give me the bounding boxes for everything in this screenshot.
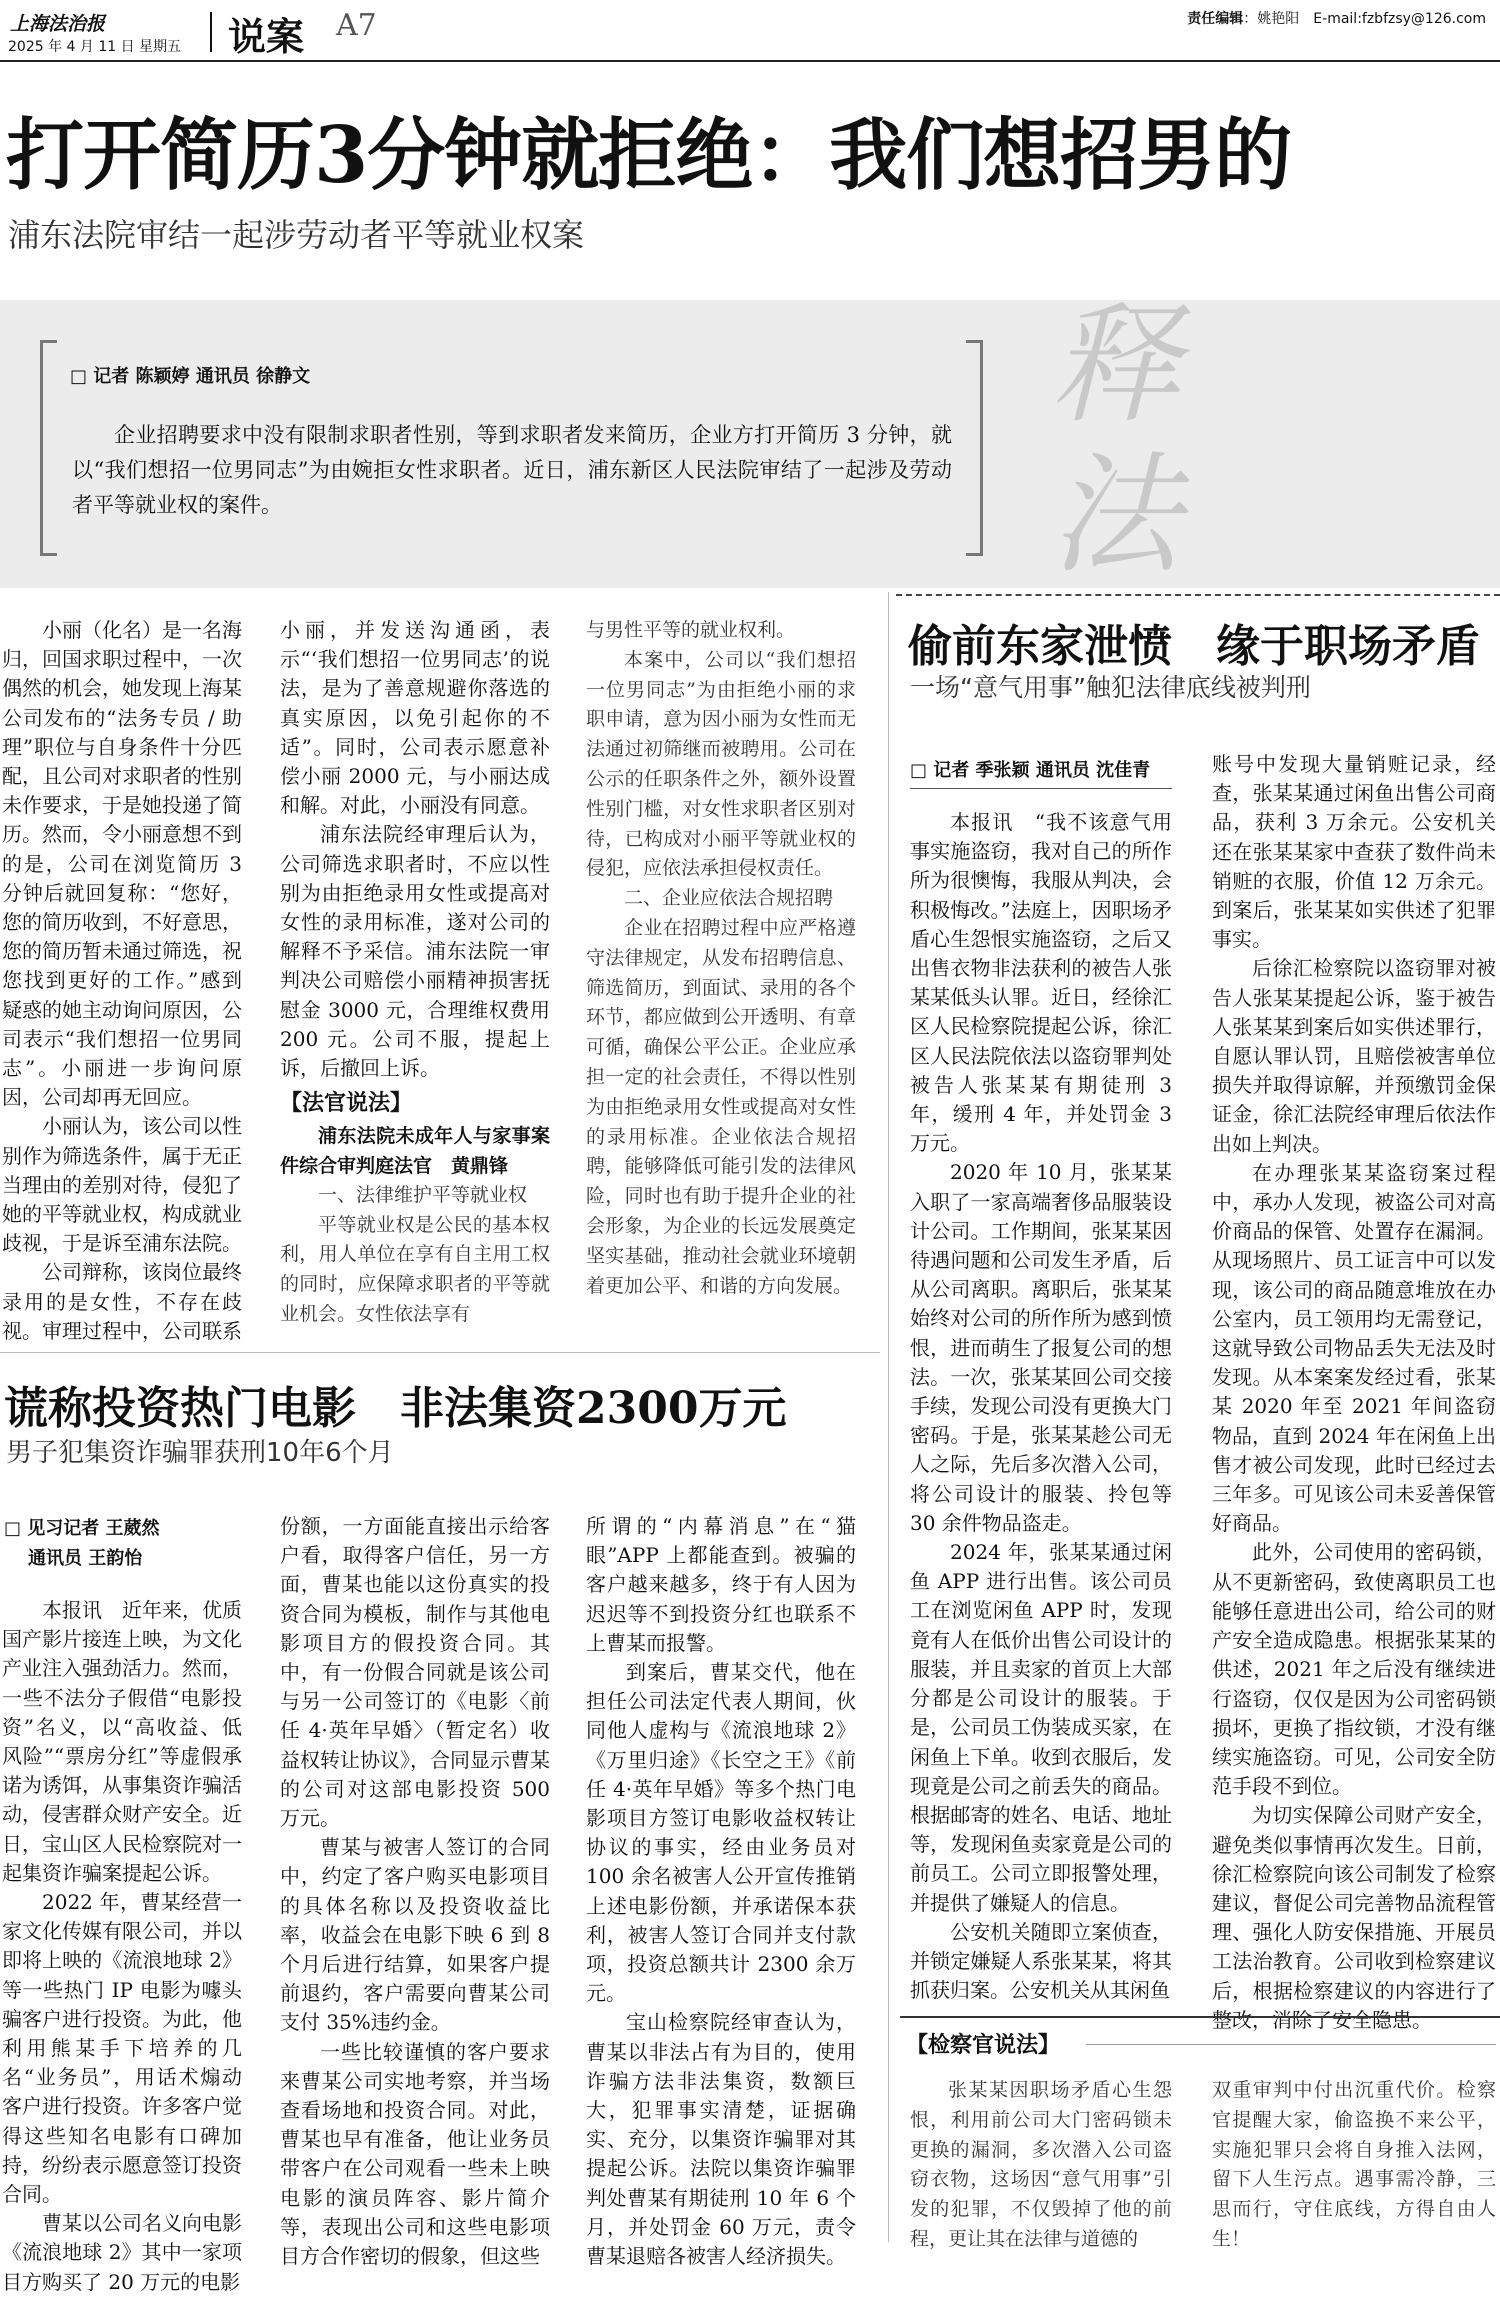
issue-date: 2025 年 4 月 11 日 星期五 [8,39,182,55]
summary-bracket-left [40,340,57,556]
paragraph: 账号中发现大量销赃记录，经查，张某某通过闲鱼出售公司商品，获利 3 万余元。公安机关还在张某某家中查获了数件尚未销赃的衣服，价值 12 万余元。到案后，张某某如实供述了犯罪事实。 [1212,752,1496,952]
paragraph: 一些比较谨慎的客户要求来曹某公司实地考察，并当场查看场地和投资合同。对此，曹某也早有准备，他让业务员带客户在公司观看一些未上映电影的演员阵容、影片简介等，表现出公司和这些电影项目方合作密切的假象，但这些 [280,2039,550,2269]
paragraph: 此外，公司使用的密码锁，从不更新密码，致使离职员工也能够任意进出公司，给公司的财产安全造成隐患。根据张某某的供述，2021 年之后没有继续进行盗窃，仅仅是因为公司密码锁损坏，更换了指纹锁，才没有继续实施盗窃。可见，公司安全防范手段不到位。 [1212,1540,1496,1799]
paragraph: 曹某以公司名义向电影《流浪地球 2》其中一家项目方购买了 20 万元的电影 [2,2211,242,2294]
article2-column-1 [910,808,1172,2003]
article3-column-3 [586,1512,856,2269]
page-number: A7 [336,8,377,43]
article3-column-1 [2,1596,242,2294]
byline-box-icon: □ [4,1518,28,1539]
editor-label: 责任编辑 [1187,11,1244,27]
article3-top-rule [0,1352,880,1353]
paragraph: 浦东法院经审理后认为，公司筛选求职者时，不应以性别为由拒绝录用女性或提高对女性的录用标准，遂对公司的解释不予采信。浦东法院一审判决公司赔偿小丽精神损害抚慰金 3000 元，合理维权费用 200 元。公司不服，提起上诉，后撤回上诉。 [280,822,550,1081]
paragraph: 本报讯 “我不该意气用事实施盗窃，我对自己的所作所为很懊悔，我服从判决，会积极悔改。”法庭上，因职场矛盾心生怨恨实施盗窃，之后又出售衣物非法获利的被告人张某某低头认罪。近日，经徐汇区人民检察院提起公诉，徐汇区人民法院依法以盗窃罪判处被告人张某某有期徒刑 3 年，缓刑 4 年，并处罚金 3 万元。 [910,810,1172,1156]
paragraph: 曹某与被害人签订的合同中，约定了客户购买电影项目的具体名称以及投资收益比率，收益会在电影下映 6 到 8 个月后进行结算，如果客户提前退约，客户需要向曹某公司支付 35%违约金。 [280,1835,550,2035]
article2-divider [888,592,889,2242]
article2-top-rule [896,594,1500,596]
prosecutor-column-1: 张某某因职场矛盾心生怨恨，利用前公司大门密码锁未更换的漏洞，多次潜入公司盗窃衣物，这场因“意气用事”引发的犯罪，不仅毁掉了他的前程，更让其在法律与道德的 [910,2079,1172,2250]
masthead-divider [210,12,212,52]
article2-subhead: 一场“意气用事”触犯法律底线被判刑 [910,673,1311,702]
summary-bracket-right [966,340,983,556]
article1-byline [70,362,310,388]
article2-column-2 [1212,750,1496,2032]
prosecutor-heading-rule [1086,2044,1496,2045]
masthead-rule [0,60,1500,62]
article2-byline [910,756,1150,782]
byline-text: 记者 季张颖 通讯员 沈佳青 [933,760,1151,781]
paragraph: 二、企业应依法合规招聘 [624,887,834,910]
article1-column-3 [586,616,856,1316]
judge-heading: 【法官说法】 [280,1090,413,1117]
paragraph: 后徐汇检察院以盗窃罪对被告人张某某提起公诉，鉴于被告人张某某到案后如实供述罪行，自愿认罪认罚，且赔偿被害单位损失并取得谅解，并预缴罚金保证金，徐汇法院经审理后依法作出如上判决。 [1212,956,1496,1156]
byline-box-icon: □ [910,760,934,781]
paragraph: 平等就业权是公民的基本权利，用人单位在享有自主用工权的同时，应保障求职者的平等就业机会。女性依法享有 [280,1213,550,1326]
paragraph: 公安机关随即立案侦查，并锁定嫌疑人系张某某，将其抓获归案。公安机关从其闲鱼 [910,1919,1172,2003]
prosecutor-column-2: 双重审判中付出沉重代价。检察官提醒大家，偷盗换不来公平，实施犯罪只会将自身推入法网，留下人生污点。遇事需冷静，三思而行，守住底线，方得自由人生！ [1212,2079,1496,2250]
prosecutor-heading: 【检察官说法】 [906,2032,1061,2058]
article3-headline: 谎称投资热门电影 非法集资2300万元 [4,1383,787,1434]
paragraph: 2024 年，张某某通过闲鱼 APP 进行出售。该公司员工在浏览闲鱼 APP 时，发现竟有人在低价出售公司设计的服装，并且卖家的首页上大部分都是公司设计的服装。于是，公司员工伪装成买家，在闲鱼上下单。收到衣服后，发现竟是公司之前丢失的商品。根据邮寄的姓名、电话、地址等，发现闲鱼卖家竟是公司的前员工。公司立即报警处理，并提供了嫌疑人的信息。 [910,1540,1172,1915]
article1-summary: 企业招聘要求中没有限制求职者性别，等到求职者发来简历，企业方打开简历 3 分钟，就以“我们想招一位男同志”为由婉拒女性求职者。近日，浦东新区人民法院审结了一起涉及劳动者平等就业权的案件。 [72,423,952,517]
deco-calligraphy: 释法 [1050,289,1181,591]
article1-subhead: 浦东法院审结一起涉劳动者平等就业权案 [8,216,585,254]
paragraph: 一、法律维护平等就业权 [318,1183,528,1206]
paragraph: 小丽（化名）是一名海归，回国求职过程中，一次偶然的机会，她发现上海某公司发布的“法务专员 / 助理”职位与自身条件十分匹配，且公司对求职者的性别未作要求，于是她投递了简历。然而，令小丽意想不到的是，公司在浏览简历 3 分钟后就回复称：“您好，您的简历收到，不好意思，您的简历暂未通过筛选，祝您找到更好的工作。”感到疑惑的她主动询问原因，公司表示“我们想招一位男同志”。小丽进一步询问原因，公司却再无回应。 [2,618,242,1110]
article1-column-2 [280,616,550,1326]
article2-headline: 偷前东家泄愤 缘于职场矛盾 [908,621,1480,672]
byline-box-icon: □ [70,366,94,387]
editor-name: 姚艳阳 [1257,11,1300,27]
paragraph: 本报讯 近年来，优质国产影片接连上映，为文化产业注入强劲活力。然而，一些不法分子假借“电影投资”名义，以“高收益、低风险”“票房分红”等虚假承诺为诱饵，从事集资诈骗活动，侵害群众财产安全。近日，宝山区人民检察院对一起集资诈骗案提起公诉。 [2,1598,242,1885]
byline-text: 记者 陈颖婷 通讯员 徐静文 [93,366,311,387]
paragraph: 小丽认为，该公司以性别作为筛选条件，属于无正当理由的差别对待，侵犯了她的平等就业权，构成就业歧视，于是诉至浦东法院。 [2,1114,242,1256]
article3-byline [4,1514,160,1574]
article3-subhead: 男子犯集资诈骗罪获刑10年6个月 [6,1438,394,1468]
paragraph: 公司辩称，该岗位最终录用的是女性，不存在歧视。审理过程中，公司联系 [2,1260,242,1343]
paragraph: 宝山检察院经审查认为，曹某以非法占有为目的，使用诈骗方法非法集资，数额巨大，犯罪事实清楚，证据确实、充分，以集资诈骗罪对其提起公诉。法院以集资诈骗罪判处曹某有期徒刑 10 年 6 个月，并处罚金 60 万元，责令曹某退赔各被害人经济损失。 [586,2010,856,2269]
editor-email: E-mail:fzbfzsy@126.com [1313,11,1486,27]
paragraph: 本案中，公司以“我们想招一位男同志”为由拒绝小丽的求职申请，意为因小丽为女性而无法通过初筛继而被聘用。公司在公示的任职条件之外，额外设置性别门槛，对女性求职者区别对待，已构成对小丽平等就业权的侵犯，应依法承担侵权责任。 [586,648,856,880]
paragraph: 份额，一方面能直接出示给客户看，取得客户信任，另一方面，曹某也能以这份真实的投资合同为模板，制作与其他电影项目方的假投资合同。其中，有一份假合同就是该公司与另一公司签订的《电影〈前任 4·英年早婚〉（暂定名）收益权转让协议》，合同显示曹某的公司对这部电影投资 500 万元。 [280,1514,550,1831]
paragraph: 在办理张某某盗窃案过程中，承办人发现，被盗公司对高价商品的保管、处置存在漏洞。从现场照片、员工证言中可以发现，该公司的商品随意堆放在办公室内，员工领用均无需登记，这就导致公司物品丢失无法及时发现。从本案案发经过看，张某某 2020 年至 2021 年间盗窃物品，直到 2024 年在闲鱼上出售才被公司发现，此时已经过去三年多。可见该公司未妥善保管好商品。 [1212,1160,1496,1536]
article3-column-2 [280,1512,550,2269]
editor-info: 责任编辑：姚艳阳 E-mail:fzbfzsy@126.com [1187,11,1486,27]
article1-column-1 [2,616,242,1343]
paragraph: 所谓的“内幕消息”在“猫眼”APP 上都能查到。被骗的客户越来越多，终于有人因为迟迟等不到投资分红也联系不上曹某而报警。 [586,1514,856,1655]
paragraph: 小丽，并发送沟通函，表示“‘我们想招一位男同志’的说法，是为了善意规避你落选的真实原因，以免引起你的不适”。同时，公司表示愿意补偿小丽 2000 元，与小丽达成和解。对此，小丽没有同意。 [280,618,550,818]
masthead [0,0,1500,62]
paragraph: 到案后，曹某交代，他在担任公司法定代表人期间，伙同他人虚构与《流浪地球 2》《万里归途》《长空之王》《前任 4·英年早婚》等多个热门电影项目方签订电影收益权转让协议的事实，经由业务员对 100 余名被害人公开宣传推销上述电影份额，并承诺保本获利，被害人签订合同并支付款项，投资总额共计 2300 余万元。 [586,1660,856,2006]
article1-headline: 打开简历3分钟就拒绝：我们想招男的 [6,110,1292,201]
section-name: 说案 [228,15,305,59]
paragraph: 2022 年，曹某经营一家文化传媒有限公司，并以即将上映的《流浪地球 2》等一些热门 IP 电影为噱头骗客户进行投资。为此，他利用熊某手下培养的几名“业务员”，用话术煽动客户进行投资。许多客户觉得这些知名电影有口碑加持，纷纷表示愿意签订投资合同。 [2,1890,242,2207]
paragraph: 2020 年 10 月，张某某入职了一家高端奢侈品服装设计公司。工作期间，张某某因待遇问题和公司发生矛盾，后从公司离职。离职后，张某某始终对公司的所作所为感到愤恨，进而萌生了报复公司的想法。一次，张某某回公司交接手续，发现公司没有更换大门密码。于是，张某某趁公司无人之际，先后多次潜入公司，将公司设计的服装、拎包等 30 余件物品盗走。 [910,1160,1172,1535]
judge-name: 浦东法院未成年人与家事案件综合审判庭法官 黄鼎锋 [280,1125,550,1177]
paragraph: 企业在招聘过程中应严格遵守法律规定，从发布招聘信息、筛选简历，到面试、录用的各个环节，都应做到公开透明、有章可循，确保公平公正。企业应承担一定的社会责任，不得以性别为由拒绝录用女性或提高对女性的录用标准。企业依法合规招聘，能够降低可能引发的法律风险，同时也有助于提升企业的社会形象，为企业的长远发展奠定坚实基础，推动社会就业环境朝着更加公平、和谐的方向发展。 [586,916,856,1297]
paragraph: 与男性平等的就业权利。 [586,619,796,641]
paper-logo: 上海法治报 [10,13,106,35]
paragraph: 为切实保障公司财产安全，避免类似事情再次发生。日前，徐汇检察院向该公司制发了检察建议，督促公司完善物品流程管理、强化人防安保措施、开展员工法治教育。公司收到检察建议后，根据检察建议的内容进行了整改，消除了安全隐患。 [1212,1803,1496,2032]
byline-text: 通讯员 王韵怡 [28,1548,143,1569]
byline-text: 见习记者 王葳然 [27,1518,160,1539]
article2-byline-rule [910,788,1172,789]
